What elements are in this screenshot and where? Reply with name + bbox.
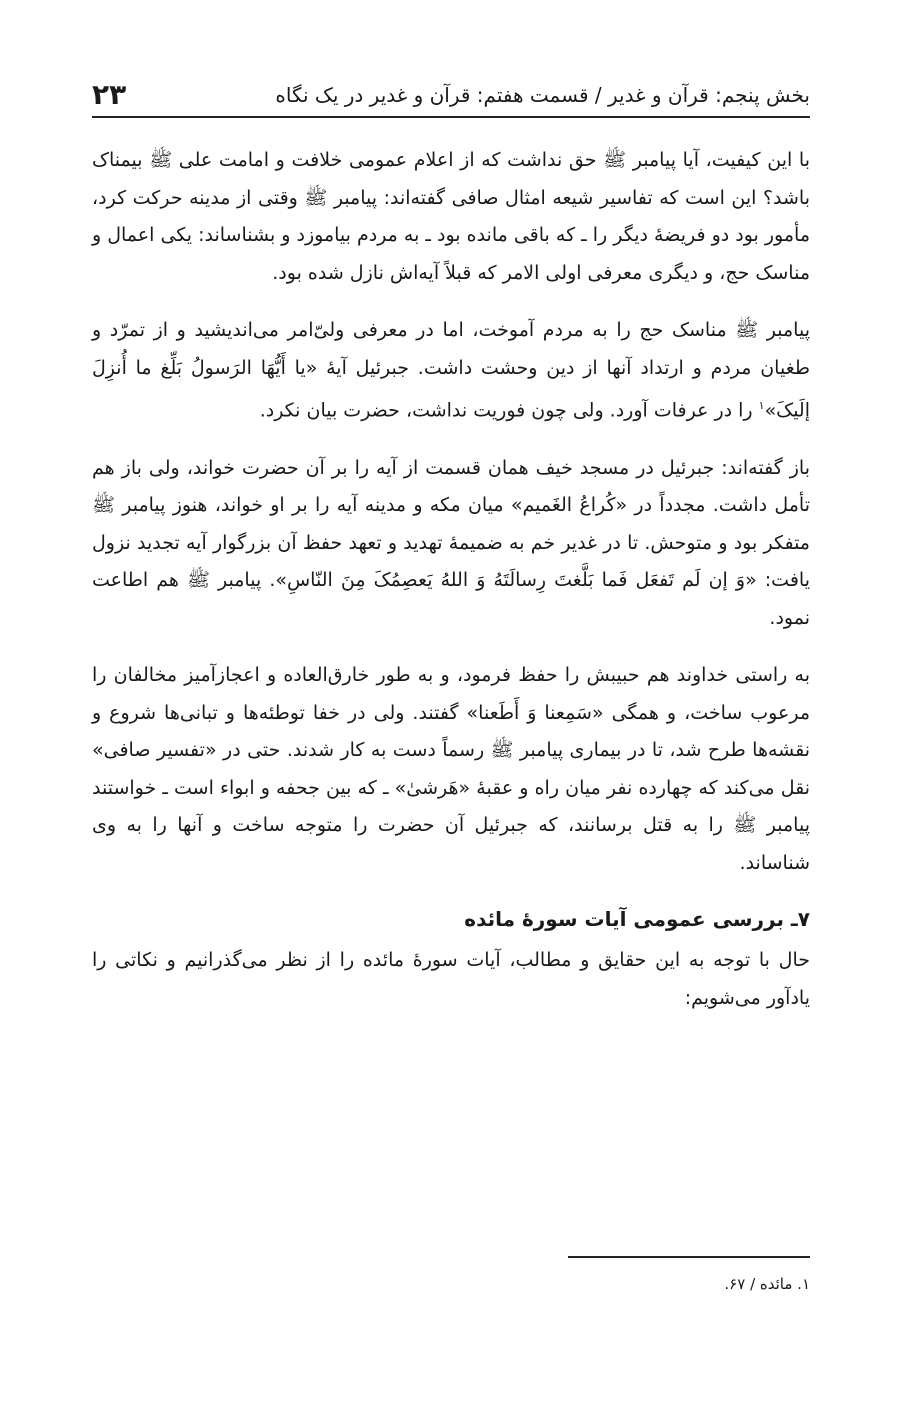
header-rule — [92, 116, 810, 118]
page-body — [92, 142, 810, 1037]
header-title: بخش پنجم: قرآن و غدیر / قسمت هفتم: قرآن و غدیر در یک نگاه — [275, 83, 810, 107]
running-header — [92, 66, 810, 110]
footnote: ۱. مائده / ۶۷. — [724, 1275, 810, 1293]
footnote-marker: ۱ — [758, 399, 765, 412]
paragraph-3: باز گفته‌اند: جبرئیل در مسجد خیف همان قسمت از آیه را بر آن حضرت خواند، ولی باز هم تأمل داشت. مجدداً در «کُراعُ الغَمیم» میان مکه و مدینه آیه را بر او خواند، هنوز پیامبر ﷺ متفکر بود و متوحش. تا در غدیر خم به ضمیمهٔ تهدید و تعهد حفظ آن بزرگوار آیه تجدید نزول یافت: «وَ إن لَم تَفعَل فَما بَلَّغتَ رِسالَتَهُ وَ اللهُ یَعصِمُکَ مِنَ النّاسِ». پیامبر ﷺ هم اطاعت نمود. — [92, 456, 810, 629]
paragraph-2-text: پیامبر ﷺ مناسک حج را به مردم آموخت، اما در معرفی ولیّ‌امر می‌اندیشید و از تمرّد و طغیان مردم و ارتداد آنها از دین وحشت داشت. جبرئیل آیهٔ «یا أَیُّهَا الرَسولُ بَلِّغ ما أُنزِلَ إلَیکَ» — [92, 319, 810, 422]
footnote-rule — [568, 1256, 810, 1258]
paragraph-4: به راستی خداوند هم حبیبش را حفظ فرمود، و به طور خارق‌العاده و اعجازآمیز مخالفان را مرعوب ساخت، و همگی «سَمِعنا وَ أَطَعنا» گفتند. ولی در خفا توطئه‌ها و تبانی‌ها شروع و نقشه‌ها طرح شد، تا در بیماری پیامبر ﷺ رسماً دست به کار شدند. حتی در «تفسیر صافی» نقل می‌کند که چهارده نفر میان راه و عقبهٔ «هَرشیٰ» ـ که بین جحفه و ابواء است ـ خواستند پیامبر ﷺ را به قتل برسانند، که جبرئیل آن حضرت را متوجه ساخت و آنها را به وی شناساند. — [92, 664, 810, 874]
section-paragraph: حال با توجه به این حقایق و مطالب، آیات سورهٔ مائده را از نظر می‌گذرانیم و نکاتی را یادآور می‌شویم: — [92, 949, 810, 1009]
paragraph-1: با این کیفیت، آیا پیامبر ﷺ حق نداشت که از اعلام عمومی خلافت و امامت علی ﷺ بیمناک باشد؟ این است که تفاسیر شیعه امثال صافی گفته‌اند: پیامبر ﷺ وقتی از مدینه حرکت کرد، مأمور بود دو فریضهٔ دیگر را ـ که باقی مانده بود ـ به مردم بیاموزد و بشناساند: یکی اعمال و مناسک حج، و دیگری معرفی اولی الامر که قبلاً آیه‌اش نازل شده بود. — [92, 149, 810, 284]
section-heading: ۷ـ بررسی عمومی آیات سورهٔ مائده — [464, 907, 810, 932]
page-number: ۲۳ — [92, 78, 127, 111]
paragraph-2-tail: را در عرفات آورد. ولی چون فوریت نداشت، حضرت بیان نکرد. — [259, 399, 759, 422]
paragraph-2 — [92, 312, 810, 430]
